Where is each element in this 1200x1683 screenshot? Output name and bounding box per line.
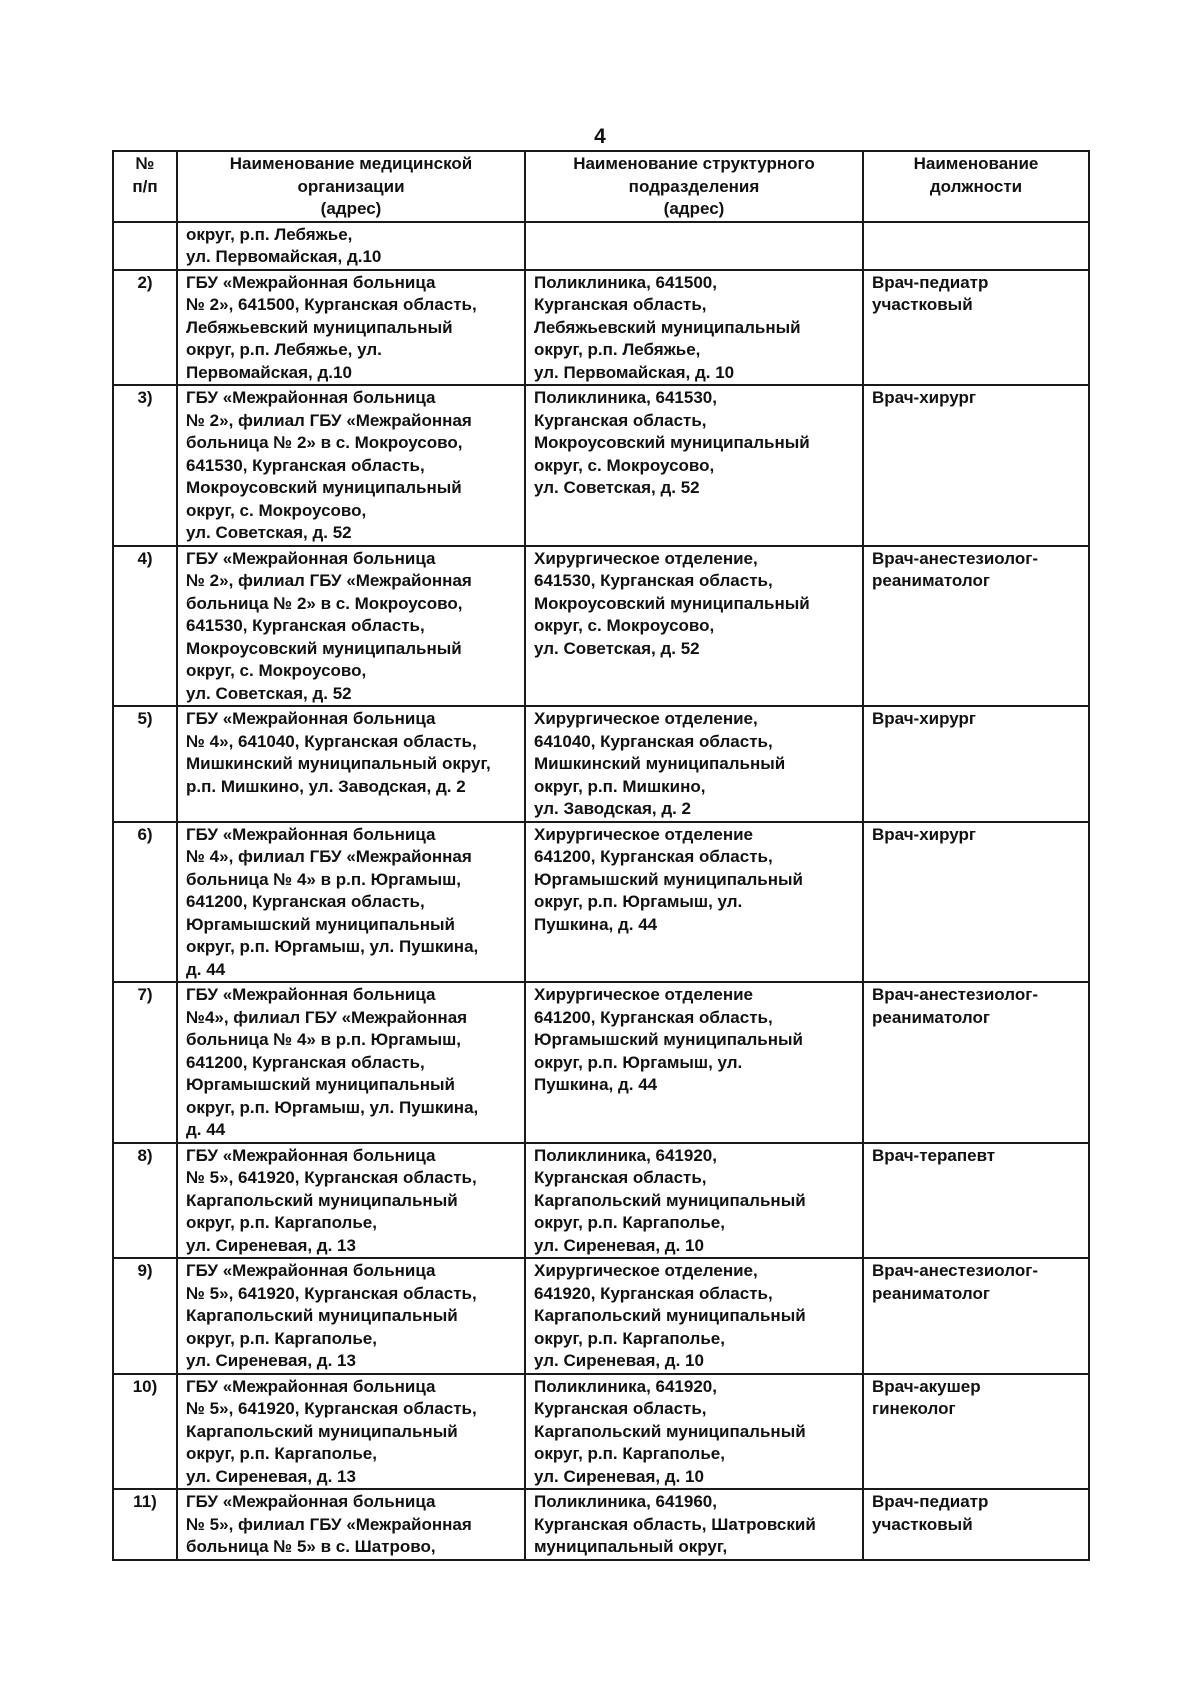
page-number: 4	[594, 125, 606, 148]
row-unit: Хирургическое отделение, 641920, Курганская область, Каргапольский муниципальный округ, р.п. Каргаполье, ул. Сиреневая, д. 10	[525, 1258, 863, 1374]
row-position: Врач-педиатр участковый	[863, 1489, 1089, 1560]
table-row	[113, 982, 1089, 1143]
column-header-unit: Наименование структурного подразделения (адрес)	[525, 151, 863, 222]
row-unit: Поликлиника, 641920, Курганская область, Каргапольский муниципальный округ, р.п. Каргаполье, ул. Сиреневая, д. 10	[525, 1374, 863, 1490]
vacancy-table	[112, 150, 1090, 1561]
row-org: ГБУ «Межрайонная больница №4», филиал ГБУ «Межрайонная больница № 4» в р.п. Юргамыш, 641200, Курганская область, Юргамышский муниципальный округ, р.п. Юргамыш, ул. Пушкина, д. 44	[177, 982, 525, 1143]
row-position: Врач-анестезиолог- реаниматолог	[863, 1258, 1089, 1374]
row-position: Врач-анестезиолог- реаниматолог	[863, 982, 1089, 1143]
table-row	[113, 1489, 1089, 1560]
row-position	[863, 222, 1089, 270]
row-org: ГБУ «Межрайонная больница № 5», 641920, Курганская область, Каргапольский муниципальный округ, р.п. Каргаполье, ул. Сиреневая, д. 13	[177, 1258, 525, 1374]
row-org: ГБУ «Межрайонная больница № 5», филиал ГБУ «Межрайонная больница № 5» в с. Шатрово,	[177, 1489, 525, 1560]
row-unit: Поликлиника, 641500, Курганская область, Лебяжьевский муниципальный округ, р.п. Лебяжье, ул. Первомайская, д. 10	[525, 270, 863, 386]
row-unit: Хирургическое отделение, 641040, Курганская область, Мишкинский муниципальный округ, р.п. Мишкино, ул. Заводская, д. 2	[525, 706, 863, 822]
row-unit: Хирургическое отделение 641200, Курганская область, Юргамышский муниципальный округ, р.п. Юргамыш, ул. Пушкина, д. 44	[525, 822, 863, 983]
table-row	[113, 706, 1089, 822]
row-org: округ, р.п. Лебяжье, ул. Первомайская, д.10	[177, 222, 525, 270]
row-org: ГБУ «Межрайонная больница № 2», филиал ГБУ «Межрайонная больница № 2» в с. Мокроусово, 641530, Курганская область, Мокроусовский муниципальный округ, с. Мокроусово, ул. Советская, д. 52	[177, 385, 525, 546]
row-num: 2)	[113, 270, 177, 386]
row-unit	[525, 222, 863, 270]
row-num: 3)	[113, 385, 177, 546]
row-unit: Хирургическое отделение, 641530, Курганская область, Мокроусовский муниципальный округ, с. Мокроусово, ул. Советская, д. 52	[525, 546, 863, 707]
row-num: 7)	[113, 982, 177, 1143]
row-org: ГБУ «Межрайонная больница № 5», 641920, Курганская область, Каргапольский муниципальный округ, р.п. Каргаполье, ул. Сиреневая, д. 13	[177, 1143, 525, 1259]
table-header-row	[113, 151, 1089, 222]
column-header-position: Наименование должности	[863, 151, 1089, 222]
row-position: Врач-хирург	[863, 706, 1089, 822]
table-row	[113, 546, 1089, 707]
row-num: 9)	[113, 1258, 177, 1374]
row-unit: Поликлиника, 641530, Курганская область, Мокроусовский муниципальный округ, с. Мокроусово, ул. Советская, д. 52	[525, 385, 863, 546]
row-unit: Поликлиника, 641920, Курганская область, Каргапольский муниципальный округ, р.п. Каргаполье, ул. Сиреневая, д. 10	[525, 1143, 863, 1259]
table-row	[113, 222, 1089, 270]
row-unit: Хирургическое отделение 641200, Курганская область, Юргамышский муниципальный округ, р.п. Юргамыш, ул. Пушкина, д. 44	[525, 982, 863, 1143]
row-position: Врач-хирург	[863, 822, 1089, 983]
row-num: 10)	[113, 1374, 177, 1490]
row-org: ГБУ «Межрайонная больница № 5», 641920, Курганская область, Каргапольский муниципальный округ, р.п. Каргаполье, ул. Сиреневая, д. 13	[177, 1374, 525, 1490]
row-position: Врач-хирург	[863, 385, 1089, 546]
table-row	[113, 822, 1089, 983]
row-org: ГБУ «Межрайонная больница № 2», филиал ГБУ «Межрайонная больница № 2» в с. Мокроусово, 641530, Курганская область, Мокроусовский муниципальный округ, с. Мокроусово, ул. Советская, д. 52	[177, 546, 525, 707]
table-row	[113, 270, 1089, 386]
table-row	[113, 1143, 1089, 1259]
row-position: Врач-акушер гинеколог	[863, 1374, 1089, 1490]
table-row	[113, 385, 1089, 546]
column-header-num: № п/п	[113, 151, 177, 222]
row-position: Врач-педиатр участковый	[863, 270, 1089, 386]
row-org: ГБУ «Межрайонная больница № 4», филиал ГБУ «Межрайонная больница № 4» в р.п. Юргамыш, 641200, Курганская область, Юргамышский муниципальный округ, р.п. Юргамыш, ул. Пушкина, д. 44	[177, 822, 525, 983]
row-num	[113, 222, 177, 270]
row-num: 11)	[113, 1489, 177, 1560]
row-position: Врач-анестезиолог- реаниматолог	[863, 546, 1089, 707]
row-num: 5)	[113, 706, 177, 822]
row-org: ГБУ «Межрайонная больница № 4», 641040, Курганская область, Мишкинский муниципальный округ, р.п. Мишкино, ул. Заводская, д. 2	[177, 706, 525, 822]
row-position: Врач-терапевт	[863, 1143, 1089, 1259]
row-num: 6)	[113, 822, 177, 983]
row-num: 8)	[113, 1143, 177, 1259]
table-row	[113, 1258, 1089, 1374]
row-unit: Поликлиника, 641960, Курганская область, Шатровский муниципальный округ,	[525, 1489, 863, 1560]
row-org: ГБУ «Межрайонная больница № 2», 641500, Курганская область, Лебяжьевский муниципальный округ, р.п. Лебяжье, ул. Первомайская, д.10	[177, 270, 525, 386]
row-num: 4)	[113, 546, 177, 707]
column-header-org: Наименование медицинской организации (адрес)	[177, 151, 525, 222]
table-row	[113, 1374, 1089, 1490]
